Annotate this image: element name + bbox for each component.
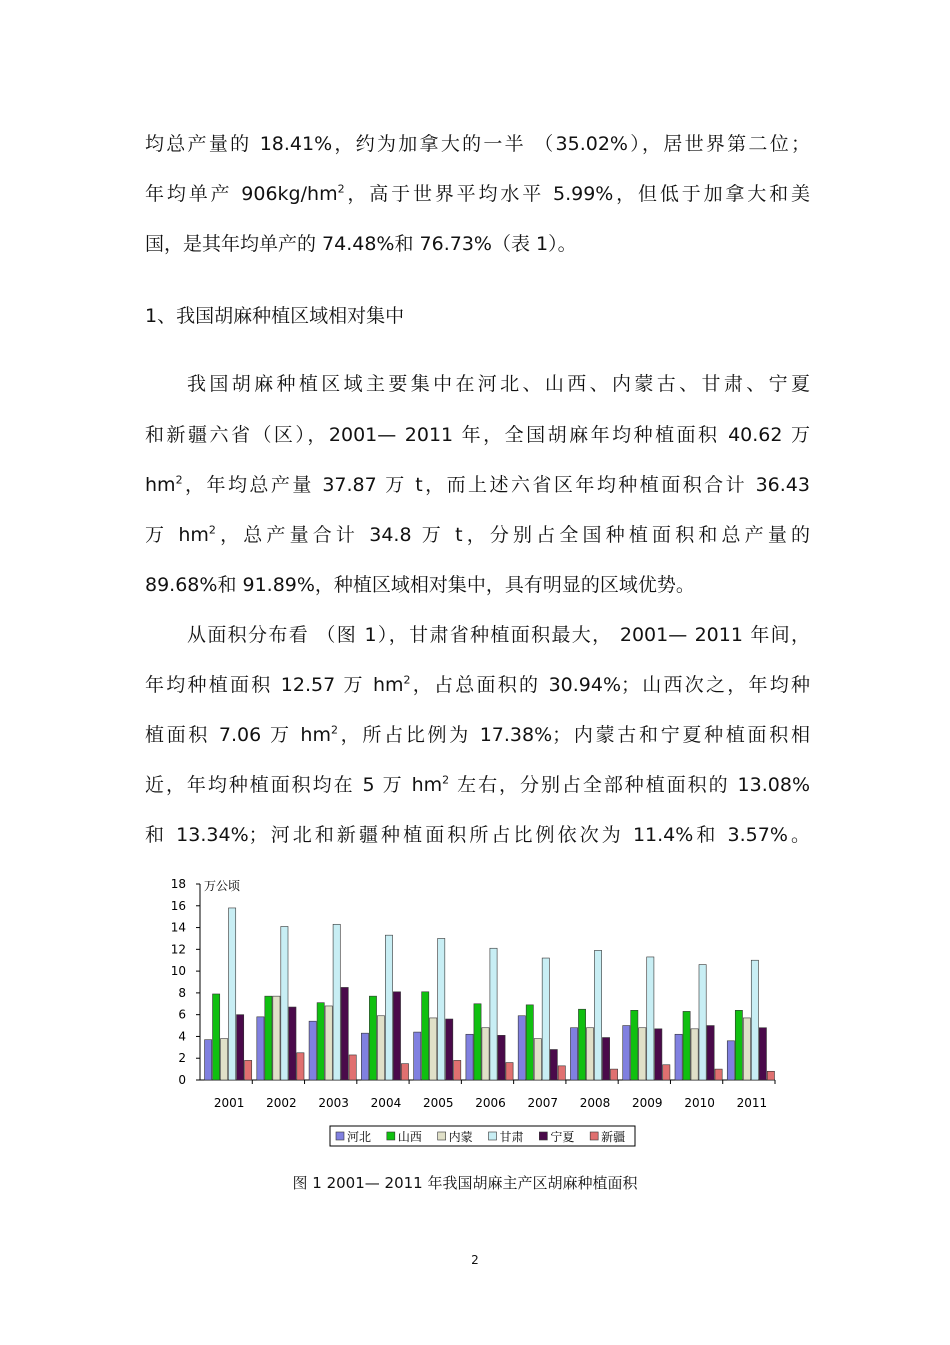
bar-甘肃-2003	[333, 924, 340, 1080]
legend-swatch-河北	[336, 1132, 344, 1140]
paragraph-1-line-1: 均总产量的 18.41%，约为加拿大的一半 （35.02%），居世界第二位；	[145, 133, 810, 155]
paragraph-2-line-2: 和新疆六省（区），2001— 2011 年，全国胡麻年均种植面积 40.62 万	[145, 424, 810, 446]
bar-新疆-2011	[767, 1071, 774, 1080]
bar-甘肃-2001	[229, 908, 236, 1080]
bar-甘肃-2009	[647, 957, 654, 1080]
bar-山西-2001	[213, 994, 220, 1080]
legend-label-河北: 河北	[347, 1130, 372, 1144]
bar-山西-2006	[474, 1004, 481, 1080]
bar-甘肃-2008	[594, 950, 601, 1080]
paragraph-3-line-3: 植面积 7.06 万 $hm^2$，所占比例为 17.38%；内蒙古和宁夏种植面积相	[145, 723, 810, 746]
paragraph-1-line-2: 年均单产 $906kg/hm^2$，高于世界平均水平 5.99%，但低于加拿大和美	[145, 182, 810, 205]
bar-宁夏-2003	[341, 987, 348, 1080]
bar-内蒙-2007	[534, 1039, 541, 1080]
bar-甘肃-2002	[281, 926, 288, 1080]
legend-swatch-山西	[387, 1132, 395, 1140]
legend-swatch-甘肃	[489, 1132, 497, 1140]
bar-内蒙-2009	[639, 1028, 646, 1080]
area-bar-chart	[160, 870, 800, 1160]
bar-新疆-2007	[558, 1066, 565, 1080]
bar-新疆-2009	[663, 1065, 670, 1080]
bar-宁夏-2008	[602, 1038, 609, 1080]
x-tick-label: 2005	[422, 1096, 454, 1110]
paragraph-1-line-3: 国，是其年均单产的 74.48%和 76.73%（表 1）。	[145, 233, 577, 255]
bar-山西-2010	[683, 1011, 690, 1080]
legend-swatch-宁夏	[539, 1132, 547, 1140]
legend-label-山西: 山西	[397, 1130, 422, 1144]
bar-山西-2003	[317, 1003, 324, 1080]
bar-甘肃-2010	[699, 965, 706, 1080]
x-tick-label: 2009	[632, 1096, 663, 1110]
bar-山西-2011	[735, 1010, 742, 1080]
bar-内蒙-2006	[482, 1028, 489, 1080]
y-tick-label: 12	[170, 942, 186, 957]
bar-河北-2004	[361, 1033, 368, 1080]
bar-宁夏-2011	[759, 1028, 766, 1080]
bar-新疆-2008	[610, 1069, 617, 1080]
bar-甘肃-2004	[385, 935, 392, 1080]
bar-内蒙-2001	[221, 1039, 228, 1080]
paragraph-3-line-5: 和 13.34%；河北和新疆种植面积所占比例依次为 11.4%和 3.57%。	[145, 824, 810, 846]
bar-内蒙-2004	[377, 1016, 384, 1080]
y-tick-label: 10	[170, 964, 186, 979]
bar-宁夏-2002	[289, 1007, 296, 1080]
bar-新疆-2010	[715, 1069, 722, 1080]
bar-甘肃-2005	[438, 938, 445, 1080]
paragraph-2-line-4: 万 $hm^2$，总产量合计 34.8 万 t，分别占全国种植面积和总产量的	[145, 523, 811, 546]
bar-新疆-2005	[454, 1060, 461, 1080]
paragraph-2-line-3: $hm^2$，年均总产量 37.87 万 t，而上述六省区年均种植面积合计 36.43	[145, 473, 810, 496]
y-tick-label: 16	[170, 898, 186, 913]
bar-新疆-2003	[349, 1055, 356, 1080]
bar-河北-2011	[727, 1041, 734, 1080]
legend-label-内蒙: 内蒙	[448, 1130, 473, 1144]
legend-label-甘肃: 甘肃	[499, 1130, 524, 1144]
x-tick-label: 2008	[579, 1096, 611, 1110]
bar-宁夏-2004	[393, 992, 400, 1080]
bar-宁夏-2006	[498, 1035, 505, 1080]
bar-内蒙-2003	[325, 1006, 332, 1080]
paragraph-2-line-5: 89.68%和 91.89%，种植区域相对集中，具有明显的区域优势。	[145, 574, 695, 596]
x-tick-label: 2010	[684, 1096, 715, 1110]
legend-swatch-内蒙	[438, 1132, 446, 1140]
bar-新疆-2004	[401, 1064, 408, 1080]
bar-新疆-2001	[245, 1060, 252, 1080]
bar-宁夏-2007	[550, 1050, 557, 1080]
legend-box	[330, 1126, 635, 1146]
bar-河北-2007	[518, 1016, 525, 1080]
bar-甘肃-2011	[751, 960, 758, 1080]
figure-caption: 图 1 2001— 2011 年我国胡麻主产区胡麻种植面积	[292, 1174, 638, 1192]
bar-宁夏-2009	[655, 1029, 662, 1080]
bar-河北-2005	[414, 1032, 421, 1080]
bar-河北-2006	[466, 1034, 473, 1080]
bar-内蒙-2010	[691, 1029, 698, 1080]
bar-内蒙-2002	[273, 996, 280, 1080]
x-tick-label: 2011	[736, 1096, 768, 1110]
bar-甘肃-2006	[490, 948, 497, 1080]
bar-河北-2008	[570, 1028, 577, 1080]
y-tick-label: 8	[178, 985, 186, 1000]
bar-新疆-2006	[506, 1063, 513, 1080]
paragraph-3-line-2: 年均种植面积 12.57 万 $hm^2$，占总面积的 30.94%；山西次之，年均种	[145, 673, 810, 696]
x-tick-label: 2006	[475, 1096, 506, 1110]
legend-label-宁夏: 宁夏	[550, 1130, 575, 1144]
bar-河北-2010	[675, 1034, 682, 1080]
bar-宁夏-2010	[707, 1026, 714, 1080]
y-tick-label: 14	[170, 920, 186, 935]
bar-山西-2009	[631, 1010, 638, 1080]
y-tick-label: 2	[178, 1051, 186, 1066]
y-tick-label: 6	[178, 1007, 186, 1022]
x-tick-label: 2004	[370, 1096, 402, 1110]
paragraph-3-line-4: 近，年均种植面积均在 5 万 $hm^2$ 左右，分别占全部种植面积的 13.08%	[145, 773, 810, 796]
paragraph-3-line-1: 从面积分布看 （图 1），甘肃省种植面积最大， 2001— 2011 年间，	[187, 624, 810, 646]
bar-山西-2002	[265, 996, 272, 1080]
bar-新疆-2002	[297, 1053, 304, 1080]
bar-内蒙-2005	[430, 1018, 437, 1080]
bar-甘肃-2007	[542, 958, 549, 1080]
bar-河北-2002	[257, 1017, 264, 1080]
y-tick-label: 18	[170, 877, 186, 891]
bar-山西-2007	[526, 1005, 533, 1080]
bar-河北-2001	[205, 1040, 212, 1080]
bar-内蒙-2008	[586, 1028, 593, 1080]
bar-河北-2009	[623, 1026, 630, 1080]
y-tick-label: 4	[178, 1029, 186, 1044]
bar-宁夏-2001	[237, 1015, 244, 1080]
page-number: 2	[471, 1253, 479, 1267]
bar-山西-2004	[369, 996, 376, 1080]
x-tick-label: 2001	[213, 1096, 245, 1110]
section-heading: 1、我国胡麻种植区域相对集中	[145, 305, 405, 327]
bar-河北-2003	[309, 1021, 316, 1080]
bar-山西-2008	[578, 1009, 585, 1080]
legend-swatch-新疆	[590, 1132, 598, 1140]
x-tick-label: 2003	[318, 1096, 349, 1110]
x-tick-label: 2007	[527, 1096, 559, 1110]
bar-山西-2005	[422, 992, 429, 1080]
y-axis-label: 万公顷	[204, 879, 241, 893]
y-tick-label: 0	[178, 1073, 186, 1087]
bar-内蒙-2011	[743, 1018, 750, 1080]
bar-宁夏-2005	[446, 1019, 453, 1080]
x-tick-label: 2002	[266, 1096, 297, 1110]
legend-label-新疆: 新疆	[601, 1130, 626, 1144]
paragraph-2-line-1: 我国胡麻种植区域主要集中在河北、山西、内蒙古、甘肃、宁夏	[187, 373, 810, 395]
